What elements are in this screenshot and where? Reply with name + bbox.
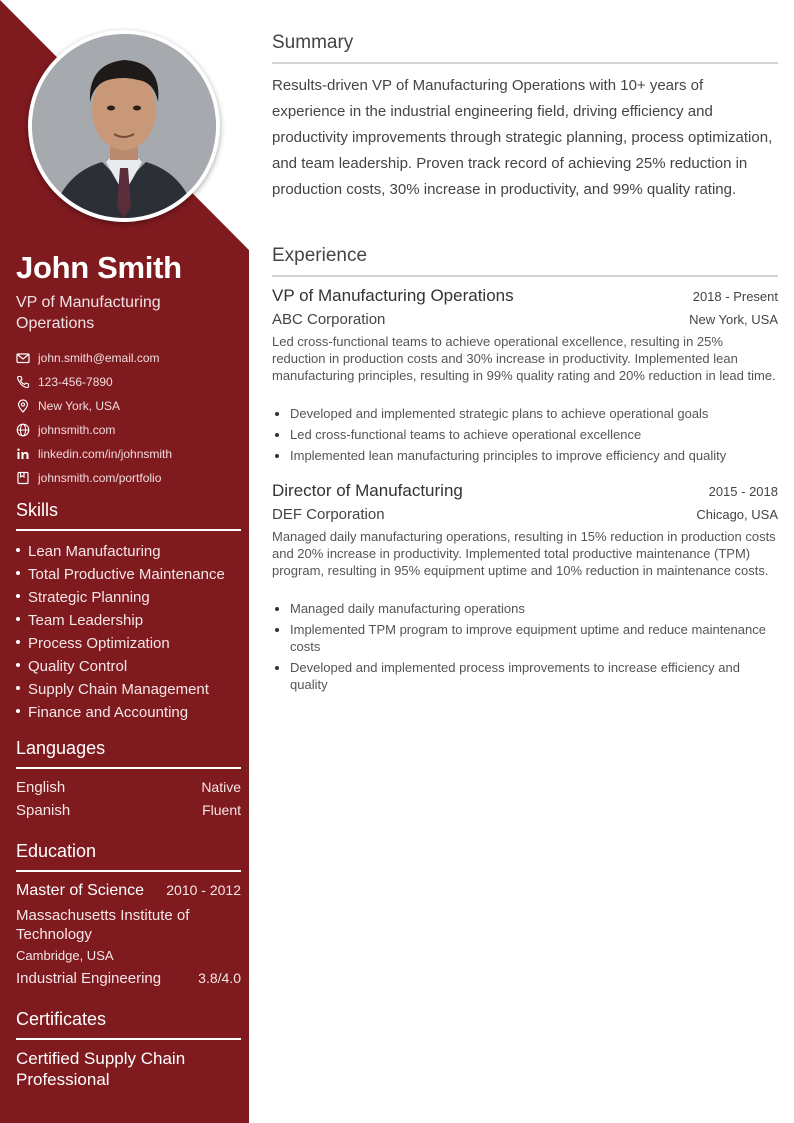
skill-item <box>16 563 241 586</box>
education-heading: Education <box>16 841 241 872</box>
job-location: New York, USA <box>689 312 778 327</box>
job-bullet <box>272 659 778 693</box>
phone-icon <box>16 375 30 389</box>
job-bullets <box>272 405 778 468</box>
skill-label: Lean Manufacturing <box>28 543 161 560</box>
contact-text: 123-456-7890 <box>38 375 113 389</box>
job-bullet-text: Implemented TPM program to improve equipment uptime and reduce maintenance costs <box>290 622 766 654</box>
contact-text: linkedin.com/in/johnsmith <box>38 447 173 461</box>
job-dates: 2015 - 2018 <box>708 484 778 499</box>
bullet-icon <box>16 571 20 575</box>
linkedin-icon <box>16 447 30 461</box>
portfolio-icon <box>16 471 30 485</box>
bullet-icon <box>275 433 279 437</box>
bullet-icon <box>16 686 20 690</box>
summary-text: Results-driven VP of Manufacturing Operations with 10+ years of experience in the industrial engineering field, driving efficiency and productivity improvements through strategic planning, process optimization, and team leadership. Proven track record of achieving 25% reduction in production costs, 30% increase in productivity, and 99% quality rating. <box>272 77 773 198</box>
job-company: ABC Corporation <box>272 311 386 328</box>
job-company-row <box>272 311 778 328</box>
skill-item <box>16 632 241 655</box>
bullet-icon <box>275 454 279 458</box>
skill-label: Total Productive Maintenance <box>28 566 225 583</box>
job-dates: 2018 - Present <box>692 289 778 304</box>
education-location: Cambridge, USA <box>16 948 114 963</box>
bullet-icon <box>16 663 20 667</box>
job-company: DEF Corporation <box>272 506 385 523</box>
job-bullet <box>272 426 778 443</box>
job-bullet <box>272 600 778 617</box>
contact-location <box>16 394 241 418</box>
job-bullet <box>272 405 778 422</box>
person-title: VP of Manufacturing Operations <box>16 294 161 332</box>
skill-label: Process Optimization <box>28 635 170 652</box>
contact-text: New York, USA <box>38 399 121 413</box>
job-bullet-text: Managed daily manufacturing operations <box>290 601 525 616</box>
location-pin-icon <box>16 399 30 413</box>
job-bullet <box>272 447 778 464</box>
contact-portfolio[interactable] <box>16 466 241 490</box>
job-bullet-text: Developed and implemented process improvements to increase efficiency and quality <box>290 660 740 692</box>
contact-linkedin[interactable] <box>16 442 241 466</box>
bullet-icon <box>275 628 279 632</box>
bullet-icon <box>275 607 279 611</box>
bullet-icon <box>16 548 20 552</box>
skills-list <box>16 540 241 724</box>
education-gpa: 3.8/4.0 <box>198 970 241 986</box>
job-title-row <box>272 481 778 501</box>
skill-item <box>16 701 241 724</box>
certificates-heading: Certificates <box>16 1009 241 1040</box>
skill-item <box>16 586 241 609</box>
education-dates: 2010 - 2012 <box>166 882 241 898</box>
person-name: John Smith <box>16 250 182 285</box>
job-location: Chicago, USA <box>696 507 778 522</box>
skill-label: Finance and Accounting <box>28 704 189 721</box>
language-name: Spanish <box>16 802 71 819</box>
education-field-row <box>16 970 241 987</box>
contact-text: johnsmith.com <box>38 423 116 437</box>
bullet-icon <box>275 412 279 416</box>
job-title-row <box>272 286 778 306</box>
certificate-item: Certified Supply Chain Professional <box>16 1049 186 1089</box>
language-level: Native <box>201 779 241 795</box>
job-bullet <box>272 621 778 655</box>
language-row <box>16 802 241 819</box>
skills-heading: Skills <box>16 500 241 531</box>
job-bullet-text: Implemented lean manufacturing principles to improve efficiency and quality <box>290 448 727 463</box>
job-title: Director of Manufacturing <box>272 481 463 500</box>
job-bullet-text: Developed and implemented strategic plans to achieve operational goals <box>290 406 709 421</box>
language-row <box>16 779 241 796</box>
education-degree-row <box>16 882 241 900</box>
skill-item <box>16 655 241 678</box>
contact-list <box>16 346 241 490</box>
profile-photo-icon <box>32 34 216 218</box>
bullet-icon <box>16 709 20 713</box>
contact-phone[interactable] <box>16 370 241 394</box>
skill-label: Team Leadership <box>28 612 144 629</box>
contact-website[interactable] <box>16 418 241 442</box>
mail-icon <box>16 351 30 365</box>
experience-heading: Experience <box>272 245 778 277</box>
job-description: Managed daily manufacturing operations, resulting in 15% reduction in production costs and 20% increase in productivity. Implemented total productive maintenance (TPM) program, resulting in 95% equipment uptime and 10% reduction in maintenance costs. <box>272 529 776 578</box>
skill-item <box>16 540 241 563</box>
skill-item <box>16 609 241 632</box>
job-description: Led cross-functional teams to achieve operational excellence, resulting in 25% reduction in production costs and 30% increase in productivity. Implemented lean manufacturing principles, resulting in 99% quality rating and 20% reduction in lead time. <box>272 334 776 383</box>
language-level: Fluent <box>202 802 241 818</box>
education-field: Industrial Engineering <box>16 970 162 987</box>
contact-email[interactable] <box>16 346 241 370</box>
bullet-icon <box>16 640 20 644</box>
skill-label: Strategic Planning <box>28 589 150 606</box>
job-bullets <box>272 600 778 697</box>
contact-text: john.smith@email.com <box>38 351 160 365</box>
skill-item <box>16 678 241 701</box>
skill-label: Supply Chain Management <box>28 681 209 698</box>
education-school: Massachusetts Institute of Technology <box>16 907 190 943</box>
bullet-icon <box>16 617 20 621</box>
skill-label: Quality Control <box>28 658 128 675</box>
job-company-row <box>272 506 778 523</box>
contact-text: johnsmith.com/portfolio <box>38 471 162 485</box>
avatar <box>32 34 216 218</box>
globe-icon <box>16 423 30 437</box>
language-name: English <box>16 779 66 796</box>
education-degree: Master of Science <box>16 882 145 899</box>
job-title: VP of Manufacturing Operations <box>272 286 514 305</box>
bullet-icon <box>16 594 20 598</box>
languages-heading: Languages <box>16 738 241 769</box>
job-bullet-text: Led cross-functional teams to achieve operational excellence <box>290 427 642 442</box>
bullet-icon <box>275 666 279 670</box>
summary-heading: Summary <box>272 32 778 64</box>
